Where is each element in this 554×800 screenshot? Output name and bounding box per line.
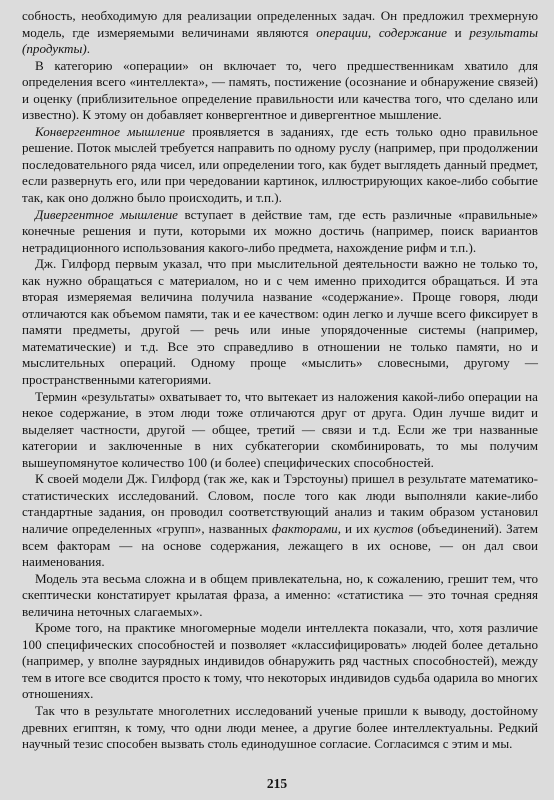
body-text [22,8,538,753]
italic-term: операции [316,24,368,40]
paragraph [22,207,538,257]
italic-term: Дивергентное мышление [35,206,178,222]
italic-term: Конвергентное мышление [35,123,185,139]
paragraph [22,256,538,388]
text-run: Термин «результаты» охватывает то, что вытекает из наложения какой-либо операции на некое содержание, в этом люди тоже отличаются друг от друга. Один лучше видит и выделяет частности, другой — общее, третий — связи и т.д. Если же три названные категории и заключенные в них субкатегории скомбинировать, то мы получим вышеупомянутое количество 100 (и более) специфических способностей. [22,388,538,470]
italic-term: кустов [373,520,414,536]
italic-term: факторами [271,520,338,536]
paragraph [22,8,538,58]
text-run: Так что в результате многолетних исследований ученые пришли к выводу, достойному древних египтян, к тому, что одни люди менее, а другие более интеллектуальны. Редкий научный тезис способен вызвать столь единодушное согласие. Согласимся с этим и мы. [22,702,538,752]
page-number: 215 [266,776,288,791]
paragraph [22,124,538,207]
text-run: , и их [337,520,374,536]
paragraph [22,620,538,703]
text-run: Дж. Гилфорд первым указал, что при мыслительной деятельности важно не только то, как нужно обращаться с материалом, но и с чем именно приходится обращаться. И эта вторая измеряемая величина получила название «содержание». Проще говоря, люди отличаются как объемом памяти, так и ее качеством: один легко и лучше всего фиксирует в памяти предметы, другой — речь или иные упорядоченные системы (например, математические) и т.д. Все это справедливо в отношении не только памяти, но и мыслительных операций. Одному проще «мыслить» словесными, другому — пространственными категориями. [22,256,538,388]
text-run: , [367,24,379,40]
text-run: Кроме того, на практике многомерные модели интеллекта показали, что, хотя различие 100 специфических способностей и позволяет «классифицировать» людей более детально (например, у вполне заурядных индивидов обнаружить ряд частных способностей), между тем в итоге все сводится просто к тому, что некоторых индивидов судьба одарила во многих отношениях. [22,620,538,702]
text-run: (объединений). Затем всем факторам — на основе содержания, лежащего в их основе, — он дал свои наименования. [22,520,538,570]
text-run: . [86,41,91,57]
paragraph [22,703,538,753]
text-run: проявляется в заданиях, где есть только одно правильное решение. Поток мыслей требуется направить по одному руслу (например, при продолжении последовательного ряда чисел, или определении того, как будет выглядеть данный предмет, если развернуть его, или при чередовании картинок, иллюстрирующих какое-либо событие так, как оно должно было происходить, и т.п.). [22,123,538,206]
paragraph [22,571,538,621]
paragraph [22,58,538,124]
text-run: К своей модели Дж. Гилфорд (так же, как и Тэрстоуны) пришел в результате математико-статистических исследований. Словом, после того как люди выполняли какие-либо стандартные задания, он проводил соответствующий анализ и таким образом установил наличие определенных «групп», названных [22,471,538,536]
text-run: Модель эта весьма сложна и в общем привлекательна, но, к сожалению, грешит тем, что скептически констатирует крылатая фраза, а именно: «статистика — это точная средняя величина неточных слагаемых». [22,570,538,619]
text-run: В категорию «операции» он включает то, чего предшественникам хватило для определения всего «интеллекта», — память, постижение (осознание и обнаружение связей) и оценку (приблизительное определение правильности или качества того, что сделано или известно). К этому он добавляет конвергентное и дивергентное мышление. [22,57,538,123]
paragraph [22,389,538,472]
text-run: вступает в действие там, где есть различные «правильные» конечные решения и пути, которыми их можно достичь (например, поиск вариантов нетрадиционного использования какого-либо предмета, нахождение рифм и т.п.). [22,206,538,255]
italic-term: результаты (продукты) [22,24,539,57]
italic-term: содержание [378,24,447,40]
text-run: собность, необходимую для реализации определенных задач. Он предложил трехмерную модель, где измеряемыми величинами являются [22,8,538,40]
paragraph [22,471,538,570]
text-run: и [446,24,470,40]
